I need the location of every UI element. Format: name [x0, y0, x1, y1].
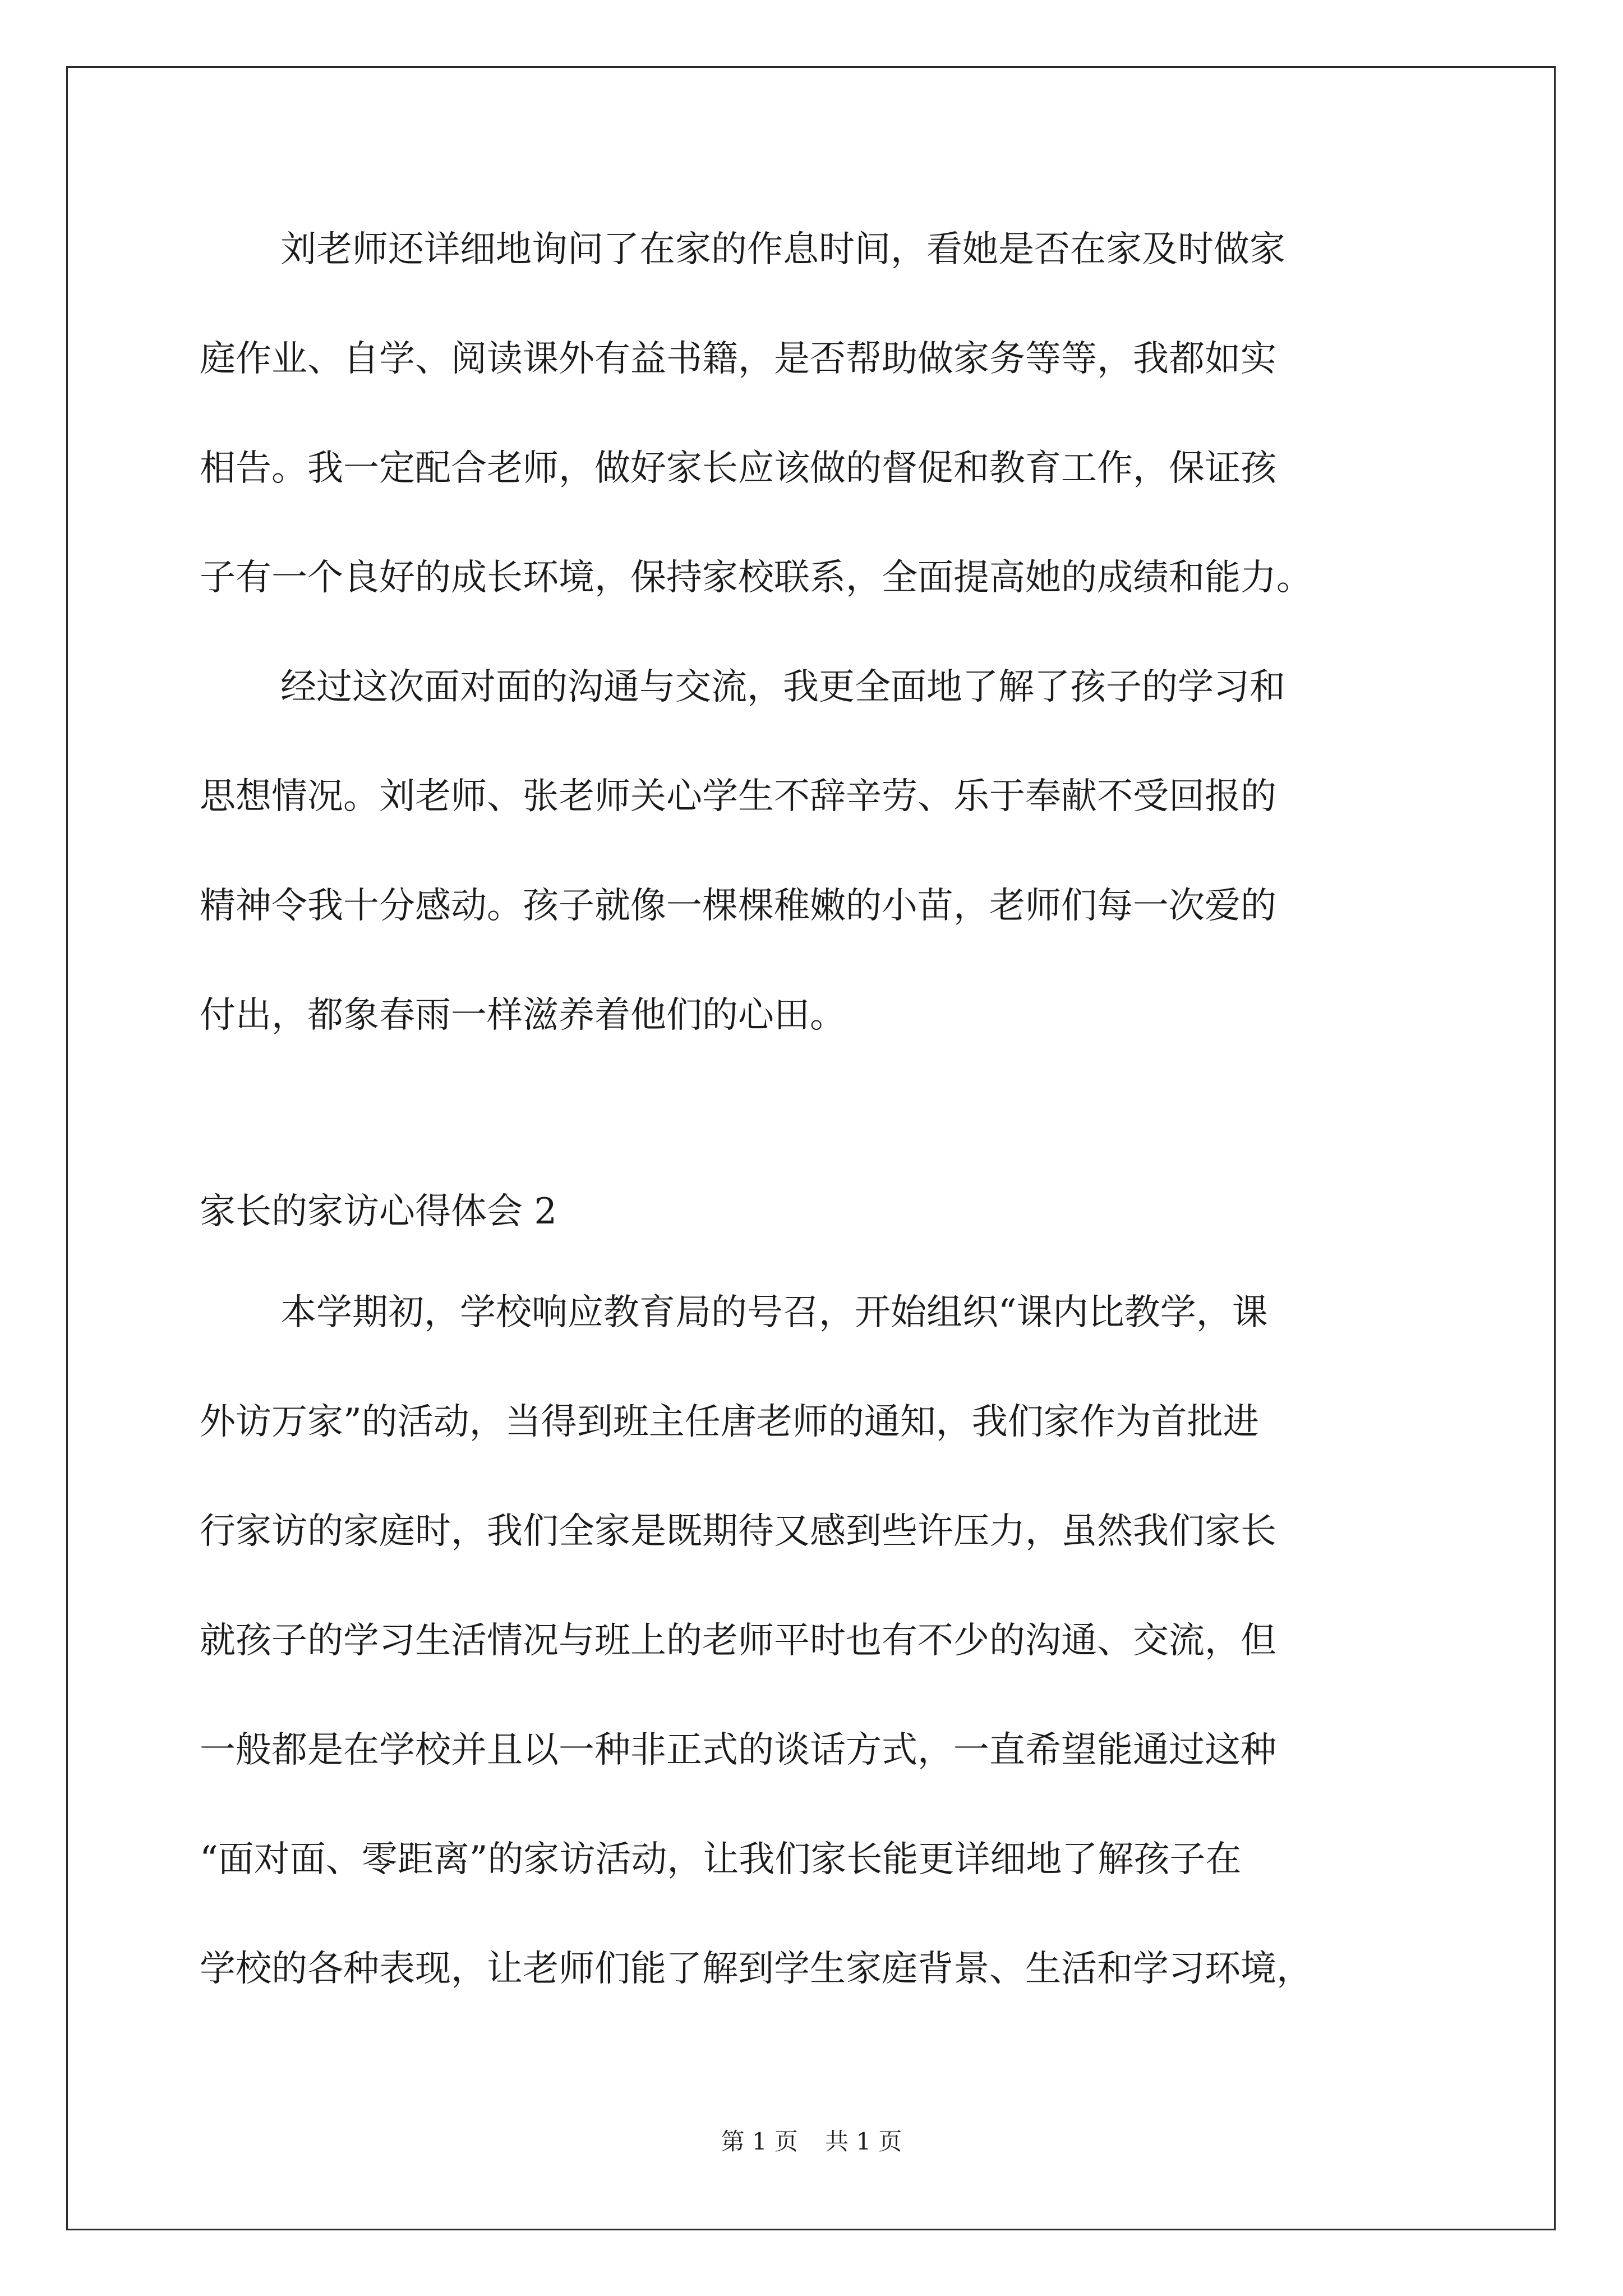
section-heading: 家长的家访心得体会 2 [200, 1191, 557, 1232]
paragraph-3-line-6: “面对面、零距离”的家访活动，让我们家长能更详细地了解孩子在 [200, 1839, 1242, 1880]
paragraph-3-line-2: 外访万家”的活动，当得到班主任唐老师的通知，我们家作为首批进 [200, 1401, 1259, 1443]
page-number: 第 1 页 [721, 2128, 798, 2155]
paragraph-3-line-3: 行家访的家庭时，我们全家是既期待又感到些许压力，虽然我们家长 [200, 1511, 1276, 1552]
paragraph-3-line-1: 本学期初，学校响应教育局的号召，开始组织“课内比教学，课 [280, 1292, 1268, 1333]
paragraph-3-line-5: 一般都是在学校并且以一种非正式的谈话方式，一直希望能通过这种 [200, 1729, 1276, 1771]
paragraph-1-line-1: 刘老师还详细地询问了在家的作息时间，看她是否在家及时做家 [280, 229, 1285, 270]
paragraph-2-line-2: 思想情况。刘老师、张老师关心学生不辞辛劳、乐于奉献不受回报的 [200, 776, 1276, 817]
paragraph-2-line-3: 精神令我十分感动。孩子就像一棵棵稚嫩的小苗，老师们每一次爱的 [200, 885, 1276, 927]
paragraph-3-line-7: 学校的各种表现，让老师们能了解到学生家庭背景、生活和学习环境， [200, 1948, 1312, 1990]
paragraph-3-line-4: 就孩子的学习生活情况与班上的老师平时也有不少的沟通、交流，但 [200, 1620, 1276, 1662]
page-total: 共 1 页 [825, 2128, 902, 2155]
page-border [66, 66, 1556, 2230]
paragraph-1-line-4: 子有一个良好的成长环境，保持家校联系，全面提高她的成绩和能力。 [200, 557, 1312, 599]
paragraph-2-line-1: 经过这次面对面的沟通与交流，我更全面地了解了孩子的学习和 [280, 666, 1285, 708]
paragraph-2-line-4: 付出，都象春雨一样滋养着他们的心田。 [200, 995, 846, 1036]
page-footer [0, 2126, 1623, 2157]
paragraph-1-line-3: 相告。我一定配合老师，做好家长应该做的督促和教育工作，保证孩 [200, 448, 1276, 489]
paragraph-1-line-2: 庭作业、自学、阅读课外有益书籍，是否帮助做家务等等，我都如实 [200, 338, 1276, 380]
